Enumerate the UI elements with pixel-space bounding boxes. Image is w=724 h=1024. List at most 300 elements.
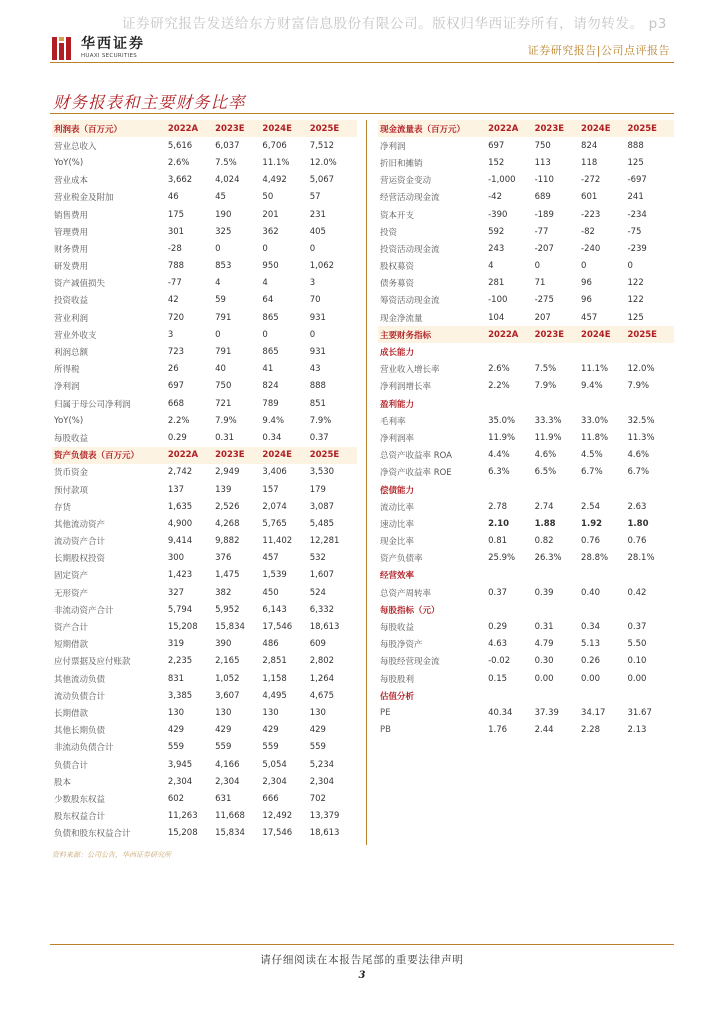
row-value: 2.74 <box>534 501 554 512</box>
row-value: 12.0% <box>627 364 655 375</box>
table-row <box>52 309 357 326</box>
table-row <box>52 515 357 532</box>
row-value: 559 <box>262 742 279 753</box>
row-value: -275 <box>534 295 554 306</box>
row-label: 资产合计 <box>54 623 89 634</box>
row-value: 2.10 <box>488 518 510 529</box>
row-value: -234 <box>627 209 647 220</box>
source-note: 资料来源：公司公告，华西证券研究所 <box>52 851 171 859</box>
row-value: 12,281 <box>309 536 340 547</box>
table-row <box>378 412 674 429</box>
row-value: 524 <box>309 587 326 598</box>
row-value: -77 <box>534 226 549 237</box>
row-value: 2024E <box>262 123 292 134</box>
row-value: 18,613 <box>309 622 340 633</box>
row-label: 每股收益 <box>380 623 415 634</box>
row-value: 559 <box>167 742 185 753</box>
row-value: 2,304 <box>167 776 193 787</box>
row-label: 长期股权投资 <box>54 554 106 565</box>
row-value: 2022A <box>167 123 199 134</box>
row-value: 33.0% <box>581 415 609 426</box>
row-value: 3,087 <box>309 501 335 512</box>
row-value: 3,385 <box>167 690 193 701</box>
row-value: 0 <box>581 261 587 272</box>
row-value: 2.6% <box>488 364 510 375</box>
table-row <box>378 240 674 257</box>
table-row <box>52 412 357 429</box>
row-value: 668 <box>167 398 185 409</box>
row-value: 931 <box>309 312 326 323</box>
row-value: 37.39 <box>534 707 559 718</box>
row-label: 短期借款 <box>54 640 89 651</box>
row-value: 45 <box>215 192 226 203</box>
row-label: 所得税 <box>54 365 80 376</box>
row-value: 865 <box>262 347 279 358</box>
row-label: 财务费用 <box>54 244 89 255</box>
table-row <box>52 601 357 618</box>
row-value: 4.79 <box>534 639 554 650</box>
table-row <box>52 704 357 721</box>
table-row <box>52 550 357 567</box>
row-value: 559 <box>309 742 326 753</box>
row-value: 2025E <box>627 329 657 340</box>
table-row <box>52 395 357 412</box>
row-label: 营业税金及附加 <box>54 193 114 204</box>
row-value: 4.63 <box>488 639 508 650</box>
row-value: 4,492 <box>262 175 287 186</box>
row-label: 净利润增长率 <box>380 382 432 393</box>
row-value: 2,235 <box>167 656 193 667</box>
table-row <box>378 704 674 721</box>
row-value: 2.6% <box>167 157 190 168</box>
row-value: -240 <box>581 243 601 254</box>
row-value: 104 <box>488 312 505 323</box>
row-value: 609 <box>309 639 326 650</box>
left-financial-table <box>52 120 357 842</box>
row-value: 1,062 <box>309 261 335 272</box>
row-value: 791 <box>215 312 232 323</box>
row-value: 853 <box>215 261 232 272</box>
row-value: 457 <box>262 553 279 564</box>
table-row <box>378 206 674 223</box>
row-value: 0.30 <box>534 656 554 667</box>
row-value: 2.44 <box>534 725 554 736</box>
row-label: 营运资金变动 <box>380 176 432 187</box>
table-row <box>52 533 357 550</box>
table-row <box>52 464 357 481</box>
row-label: 非流动资产合计 <box>54 605 114 616</box>
row-value: 532 <box>309 553 326 564</box>
row-value: 559 <box>215 742 232 753</box>
table-row <box>52 154 357 171</box>
row-value: 59 <box>215 295 226 306</box>
row-value: 2,074 <box>262 501 287 512</box>
row-value: 122 <box>627 295 644 306</box>
row-value: 11.1% <box>581 364 609 375</box>
row-label: 其他流动负债 <box>54 674 106 685</box>
row-label: 其他长期负债 <box>54 726 106 737</box>
table-row <box>378 653 674 670</box>
row-value: 382 <box>215 587 232 598</box>
row-value: 750 <box>215 381 232 392</box>
table-row <box>52 773 357 790</box>
row-value: -697 <box>627 175 647 186</box>
row-label: 营业成本 <box>54 176 89 187</box>
row-value: 6.5% <box>534 467 557 478</box>
row-label: 净利润 <box>380 141 406 152</box>
column-divider <box>366 120 367 845</box>
table-header-row <box>52 447 357 464</box>
row-value: 362 <box>262 226 279 237</box>
row-label: 资本开支 <box>380 210 415 221</box>
table-row <box>52 343 357 360</box>
row-value: 175 <box>167 209 185 220</box>
row-label: 少数股东权益 <box>54 794 106 805</box>
row-value: 0.76 <box>627 536 647 547</box>
row-label: YoY(%) <box>54 157 84 168</box>
row-label: 资产负债表（百万元） <box>54 451 140 462</box>
row-value: 64 <box>262 295 274 306</box>
row-value: 0 <box>534 261 540 272</box>
row-value: 130 <box>167 707 185 718</box>
row-label: 净利润 <box>54 382 80 393</box>
row-value: 11.8% <box>581 432 609 443</box>
row-label: 每股经营现金流 <box>380 657 440 668</box>
table-row <box>378 447 674 464</box>
row-value: 4.4% <box>488 450 510 461</box>
row-value: 7.9% <box>627 381 650 392</box>
row-value: 666 <box>262 793 279 804</box>
row-value: 1,423 <box>167 570 193 581</box>
row-value: -272 <box>581 175 601 186</box>
row-value: 4 <box>488 261 494 272</box>
table-row <box>52 722 357 739</box>
row-value: 631 <box>215 793 232 804</box>
row-label: 流动比率 <box>380 502 415 513</box>
row-value: 3,530 <box>309 467 335 478</box>
row-value: 11.9% <box>488 432 516 443</box>
row-value: 15,208 <box>167 622 198 633</box>
table-row <box>52 567 357 584</box>
row-value: -207 <box>534 243 554 254</box>
row-value: 7.9% <box>309 415 332 426</box>
row-value: 9,882 <box>215 536 240 547</box>
row-value: 2,304 <box>309 776 335 787</box>
row-value: 3 <box>309 278 316 289</box>
row-value: 2023E <box>534 329 565 340</box>
row-value: 6,037 <box>215 140 240 151</box>
row-value: 1,607 <box>309 570 335 581</box>
report-type: 证券研究报告|公司点评报告 <box>527 44 670 57</box>
row-value: 950 <box>262 261 279 272</box>
row-value: 702 <box>309 793 326 804</box>
row-value: 9.4% <box>262 415 285 426</box>
row-label: 固定资产 <box>54 571 89 582</box>
row-label: 投资活动现金流 <box>380 244 440 255</box>
row-value: 4,675 <box>309 690 335 701</box>
row-value: 2.54 <box>581 501 600 512</box>
row-value: 2,526 <box>215 501 240 512</box>
row-value: 17,546 <box>262 828 293 839</box>
row-value: 40 <box>215 364 226 375</box>
table-row <box>52 670 357 687</box>
row-value: 723 <box>167 347 185 358</box>
row-value: 0 <box>309 329 316 340</box>
row-value: 0.00 <box>581 673 600 684</box>
row-value: 34.17 <box>581 707 606 718</box>
table-row <box>378 378 674 395</box>
row-value: 0.37 <box>627 622 647 633</box>
row-label: 总资产收益率 ROA <box>380 451 452 462</box>
table-row <box>52 756 357 773</box>
table-row <box>378 309 674 326</box>
row-value: 12,492 <box>262 811 293 822</box>
row-value: 11.9% <box>534 432 562 443</box>
row-value: 5,234 <box>309 759 335 770</box>
row-value: 241 <box>627 192 644 203</box>
row-value: 4 <box>215 278 221 289</box>
row-value: 0 <box>309 243 316 254</box>
row-value: 5,952 <box>215 604 240 615</box>
row-value: 931 <box>309 347 326 358</box>
row-value: 4 <box>262 278 268 289</box>
row-value: 2025E <box>627 123 657 134</box>
row-label: 归属于母公司净利润 <box>54 399 131 410</box>
table-row <box>378 361 674 378</box>
row-label: 盈利能力 <box>380 399 415 410</box>
row-value: 6,706 <box>262 140 287 151</box>
row-value: 405 <box>309 226 326 237</box>
table-row <box>378 670 674 687</box>
row-value: 697 <box>488 140 505 151</box>
row-value: 7.5% <box>534 364 557 375</box>
table-row <box>52 258 357 275</box>
row-value: 0.10 <box>627 656 647 667</box>
row-value: 327 <box>167 587 185 598</box>
row-value: 5.13 <box>581 639 600 650</box>
row-value: 28.1% <box>627 553 655 564</box>
row-value: -75 <box>627 226 642 237</box>
row-value: 888 <box>627 140 644 151</box>
row-label: 每股收益 <box>54 433 89 444</box>
table-row <box>378 550 674 567</box>
row-value: -82 <box>581 226 595 237</box>
table-row <box>52 361 357 378</box>
row-value: 0.37 <box>488 587 508 598</box>
row-value: 5,485 <box>309 518 335 529</box>
row-value: 96 <box>581 295 592 306</box>
row-value: 450 <box>262 587 279 598</box>
row-value: 1,539 <box>262 570 287 581</box>
right-financial-table <box>378 120 674 739</box>
row-value: 2022A <box>488 123 519 134</box>
row-value: 824 <box>581 140 598 151</box>
table-row <box>378 172 674 189</box>
row-label: 负债和股东权益合计 <box>54 829 131 840</box>
row-value: 130 <box>262 707 279 718</box>
table-row <box>52 481 357 498</box>
row-value: 26.3% <box>534 553 562 564</box>
row-value: 11.3% <box>627 432 655 443</box>
row-value: 0.31 <box>534 622 554 633</box>
row-label: 债务募资 <box>380 279 415 290</box>
row-value: 429 <box>167 725 185 736</box>
row-value: 4,268 <box>215 518 240 529</box>
row-value: 592 <box>488 226 505 237</box>
row-value: 429 <box>309 725 326 736</box>
row-label: 经营活动现金流 <box>380 193 440 204</box>
row-value: 2024E <box>262 450 292 461</box>
row-value: 2.63 <box>627 501 647 512</box>
row-value: 243 <box>488 243 505 254</box>
row-value: 888 <box>309 381 326 392</box>
table-row <box>52 825 357 842</box>
table-row <box>378 464 674 481</box>
table-row <box>378 584 674 601</box>
row-value: 851 <box>309 398 326 409</box>
row-value: 113 <box>534 157 551 168</box>
row-value: 0.39 <box>534 587 554 598</box>
row-value: 0.34 <box>581 622 600 633</box>
row-value: 390 <box>215 639 232 650</box>
row-value: 5,616 <box>167 140 193 151</box>
row-value: 190 <box>215 209 232 220</box>
row-label: 速动比率 <box>380 519 415 530</box>
table-row <box>52 137 357 154</box>
row-label: 偿债能力 <box>380 485 415 496</box>
table-row <box>378 189 674 206</box>
row-value: 2,742 <box>167 467 193 478</box>
row-label: 营业总收入 <box>54 141 97 152</box>
row-label: 无形资产 <box>54 588 89 599</box>
row-value: 0.34 <box>262 432 282 443</box>
row-value: 137 <box>167 484 185 495</box>
row-value: 689 <box>534 192 551 203</box>
row-value: 57 <box>309 192 321 203</box>
row-label: 成长能力 <box>380 348 415 359</box>
row-value: 9.4% <box>581 381 603 392</box>
table-subheader-row <box>378 481 674 498</box>
row-value: 1.92 <box>581 518 603 529</box>
table-row <box>52 206 357 223</box>
row-value: 601 <box>581 192 598 203</box>
footer-note: 请仔细阅读在本报告尾部的重要法律声明 <box>260 954 464 966</box>
row-label: 负债合计 <box>54 760 89 771</box>
row-label: 折旧和摊销 <box>380 158 423 169</box>
row-label: 经营效率 <box>380 571 415 582</box>
row-value: 301 <box>167 226 185 237</box>
row-value: 486 <box>262 639 279 650</box>
row-value: 0 <box>215 243 221 254</box>
row-value: -77 <box>167 278 182 289</box>
table-row <box>378 722 674 739</box>
row-label: 流动资产合计 <box>54 537 106 548</box>
row-value: 2025E <box>309 123 340 134</box>
row-value: 429 <box>262 725 279 736</box>
row-label: PB <box>380 725 391 736</box>
row-value: 789 <box>262 398 279 409</box>
row-label: 主要财务指标 <box>380 330 432 341</box>
row-value: 28.8% <box>581 553 609 564</box>
row-value: 7.9% <box>215 415 237 426</box>
row-label: 筹资活动现金流 <box>380 296 440 307</box>
row-label: 管理费用 <box>54 227 89 238</box>
row-value: 1.88 <box>534 518 556 529</box>
row-value: 25.9% <box>488 553 516 564</box>
row-value: 122 <box>627 278 644 289</box>
row-label: 预付款项 <box>54 485 89 496</box>
row-value: 31.67 <box>627 707 652 718</box>
table-row <box>52 292 357 309</box>
row-value: 0 <box>215 329 221 340</box>
row-value: 3,945 <box>167 759 193 770</box>
row-value: -28 <box>167 243 182 254</box>
row-value: 7.9% <box>534 381 557 392</box>
row-value: 125 <box>627 312 644 323</box>
row-label: 股东权益合计 <box>54 812 106 823</box>
row-label: 销售费用 <box>54 210 89 221</box>
row-value: 11.1% <box>262 157 290 168</box>
row-value: 1.76 <box>488 725 508 736</box>
row-value: 2024E <box>581 123 611 134</box>
table-row <box>52 739 357 756</box>
table-row <box>378 137 674 154</box>
row-label: 资产负债率 <box>380 554 423 565</box>
row-value: 602 <box>167 793 185 804</box>
row-label: 其他流动资产 <box>54 519 106 530</box>
row-value: 5.50 <box>627 639 647 650</box>
row-value: 0.76 <box>581 536 600 547</box>
row-value: 1,052 <box>215 673 240 684</box>
row-value: 130 <box>309 707 326 718</box>
row-value: 50 <box>262 192 274 203</box>
row-label: 货币资金 <box>54 468 89 479</box>
row-value: 0 <box>262 243 268 254</box>
row-value: 2023E <box>215 450 245 461</box>
table-row <box>52 223 357 240</box>
row-value: 4,495 <box>262 690 287 701</box>
table-row <box>52 378 357 395</box>
row-value: 139 <box>215 484 232 495</box>
row-value: 41 <box>262 364 274 375</box>
table-row <box>52 498 357 515</box>
row-value: 325 <box>215 226 232 237</box>
row-value: 0.15 <box>488 673 508 684</box>
row-value: 0.00 <box>627 673 647 684</box>
row-value: 429 <box>215 725 232 736</box>
row-value: 831 <box>167 673 185 684</box>
row-value: 96 <box>581 278 592 289</box>
row-value: 6.7% <box>581 467 603 478</box>
header-divider <box>50 62 674 63</box>
row-value: 9,414 <box>167 536 193 547</box>
row-value: 6,332 <box>309 604 335 615</box>
row-value: 720 <box>167 312 185 323</box>
table-row <box>52 240 357 257</box>
table-row <box>378 618 674 635</box>
table-row <box>378 154 674 171</box>
row-value: 125 <box>627 157 644 168</box>
row-value: 5,794 <box>167 604 193 615</box>
row-value: 0.82 <box>534 536 554 547</box>
row-label: 非流动负债合计 <box>54 743 114 754</box>
row-value: 2.2% <box>488 381 510 392</box>
row-value: 3 <box>167 329 174 340</box>
row-label: 投资 <box>380 227 398 238</box>
table-row <box>378 223 674 240</box>
row-value: 157 <box>262 484 279 495</box>
row-value: 2,851 <box>262 656 287 667</box>
